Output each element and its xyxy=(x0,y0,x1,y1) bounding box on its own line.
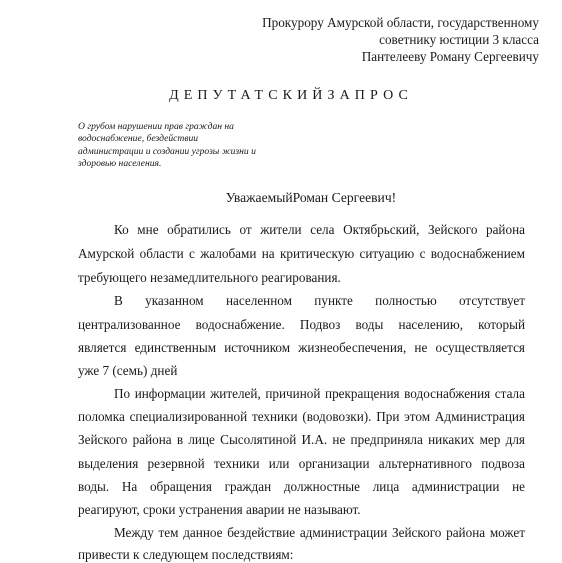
paragraph-line: По информации жителей, причиной прекращения водоснабжения стала xyxy=(114,386,525,401)
paragraph-line: Ко мне обратились от жители села Октябрьский, Зейского района xyxy=(114,222,525,237)
document-title: ДЕПУТАТСКИЙЗАПРОС xyxy=(169,88,413,103)
subject-block xyxy=(78,121,256,171)
paragraph-line: привести к следующем последствиям: xyxy=(78,547,294,562)
addressee-block xyxy=(262,14,539,65)
addressee-line: Пантелееву Роману Сергеевичу xyxy=(361,49,539,64)
subject-line: О грубом нарушении прав граждан на xyxy=(78,121,234,132)
subject-line: здоровью населения. xyxy=(78,158,162,170)
paragraph-line: В указанном населенном пункте полностью отсутствует xyxy=(114,293,525,308)
subject-line: администрации и создании угрозы жизни и xyxy=(78,145,256,157)
paragraph-line: уже 7 (семь) дней xyxy=(78,363,178,378)
paragraph-line: требующего незамедлительного реагирования. xyxy=(78,270,341,285)
paragraph-line: воды. На обращения граждан должностные лица администрации не xyxy=(78,479,525,494)
salutation: УважаемыйРоман Сергеевич! xyxy=(225,190,397,205)
paragraph-line: Амурской области с жалобами на критическую ситуацию с водоснабжением xyxy=(78,246,525,261)
paragraph-line: реагируют, сроки устранения аварии не называют. xyxy=(78,502,361,517)
paragraph-line: выделения резервной техники или организации альтернативного подвоза xyxy=(78,456,525,471)
addressee-line: советнику юстиции 3 класса xyxy=(379,32,539,47)
paragraph-line: централизованное водоснабжение. Подвоз воды населению, который xyxy=(78,317,525,332)
paragraph-line: поломка специализированной техники (водовозки). При этом Администрация xyxy=(78,409,525,424)
paragraph-line: является единственным источником жизнеобеспечения, не осуществляется xyxy=(78,340,525,355)
subject-line: водоснабжение, бездействии xyxy=(78,133,199,145)
paragraph-line: Зейского района в лице Сысолятиной И.А. не предприняла никаких мер для xyxy=(78,432,525,447)
addressee-line: Прокурору Амурской области, государственному xyxy=(262,15,539,30)
paragraph-line: Между тем данное бездействие администрации Зейского района может xyxy=(114,525,525,540)
